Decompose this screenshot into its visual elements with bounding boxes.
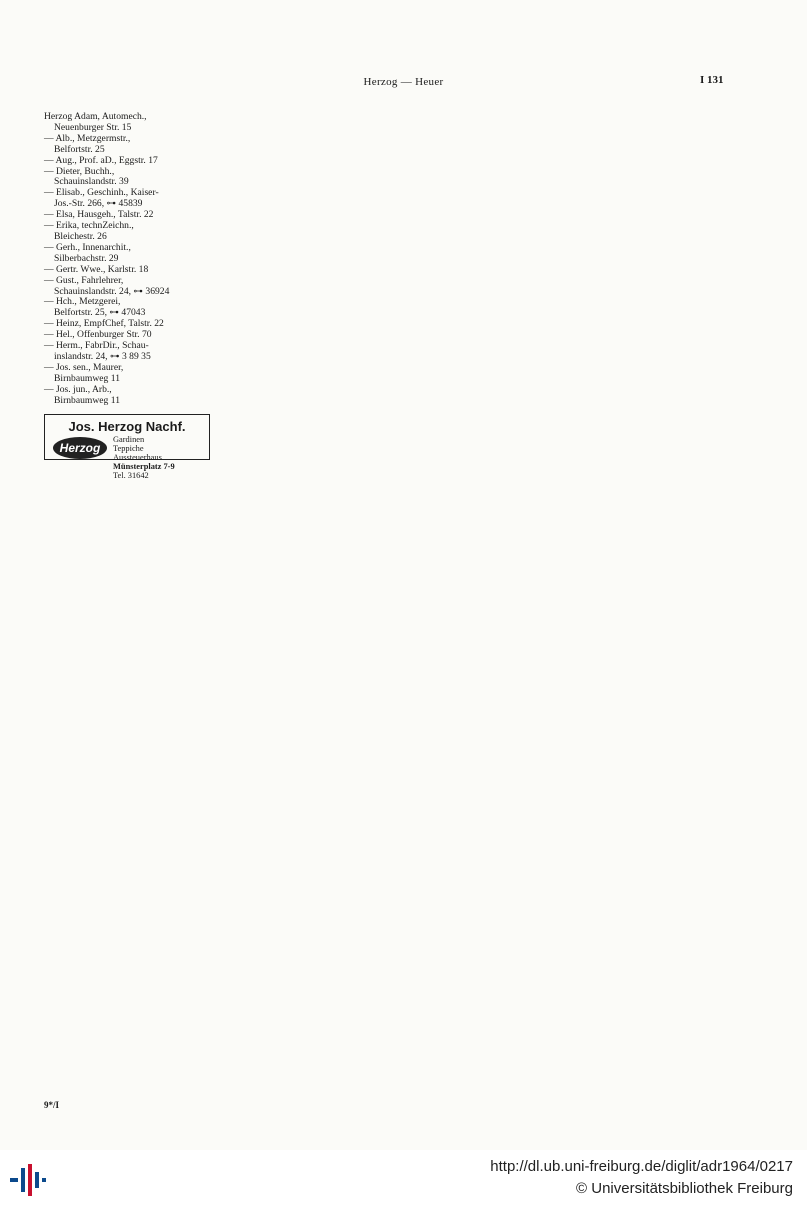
page-number: I 131 [700,74,724,86]
directory-entry [44,112,214,134]
entry-line: — Herm., FabrDir., Schau- [44,340,149,352]
entry-line: — Alb., Metzgermstr., [44,132,131,144]
entry-line: Schauinslandstr. 24, ⊶ 36924 [54,285,170,297]
directory-entry [44,385,214,407]
ad-line: Münsterplatz 7-9 [113,462,175,472]
entry-line: — Hel., Offenburger Str. 70 [44,329,152,341]
directory-entry [44,341,214,363]
entry-line: — Heinz, EmpfChef, Talstr. 22 [44,318,164,330]
ad-line: Gardinen [113,435,145,445]
entry-line: Belfortstr. 25 [54,143,105,155]
entry-line: — Elisab., Geschinh., Kaiser- [44,187,159,199]
entry-line: Jos.-Str. 266, ⊶ 45839 [54,198,143,210]
copyright-text: © Universitätsbibliothek Freiburg [576,1180,793,1197]
directory-entry [44,265,214,276]
entry-line: Silberbachstr. 29 [54,252,119,264]
directory-entry [44,134,214,156]
entry-line: — Jos. sen., Maurer, [44,361,124,373]
entry-line: Belfortstr. 25, ⊶ 47043 [54,307,146,319]
ad-line: Tel. 31642 [113,471,149,481]
entry-line: — Dieter, Buchh., [44,165,115,177]
directory-entry [44,167,214,189]
directory-entry [44,188,214,210]
entry-line: — Gerh., Innenarchit., [44,241,131,253]
footer [0,1150,807,1207]
entry-line: Herzog Adam, Automech., [44,111,147,122]
entry-line: — Aug., Prof. aD., Eggstr. 17 [44,154,158,166]
directory-entry [44,276,214,298]
entry-line: Schauinslandstr. 39 [54,176,129,188]
ub-freiburg-logo-icon [10,1160,46,1200]
column-1 [44,111,214,481]
herzog-logo-icon: Herzog [53,437,107,459]
entry-line: Bleichestr. 26 [54,230,107,242]
source-url-link[interactable]: http://dl.ub.uni-freiburg.de/diglit/adr1964/0217 [490,1158,793,1175]
entry-line: Birnbaumweg 11 [54,372,120,384]
ad-details [113,435,209,480]
entry-line: inslandstr. 24, ⊶ 3 89 35 [54,350,151,362]
entry-line: — Erika, technZeichn., [44,220,134,232]
entry-line: — Hch., Metzgerei, [44,296,121,308]
entry-line: — Jos. jun., Arb., [44,383,112,395]
entry-line: Neuenburger Str. 15 [54,121,132,133]
ad-title: Jos. Herzog Nachf. [68,419,186,435]
entry-line: — Gertr. Wwe., Karlstr. 18 [44,263,149,275]
directory-entry [44,297,214,319]
directory-entry [44,221,214,243]
directory-entry [44,243,214,265]
signature-mark: 9*/I [44,1100,60,1110]
entry-line: — Elsa, Hausgeh., Talstr. 22 [44,209,154,221]
directory-entry [44,156,214,167]
ad-line: Teppiche [113,444,144,454]
herzog-ad-box [44,414,210,481]
entry-line: Birnbaumweg 11 [54,394,120,406]
ad-line: Aussteuerhaus [113,453,162,463]
directory-entry [44,363,214,385]
entry-line: — Gust., Fahrlehrer, [44,274,124,286]
page-header-title: Herzog — Heuer [363,76,444,88]
